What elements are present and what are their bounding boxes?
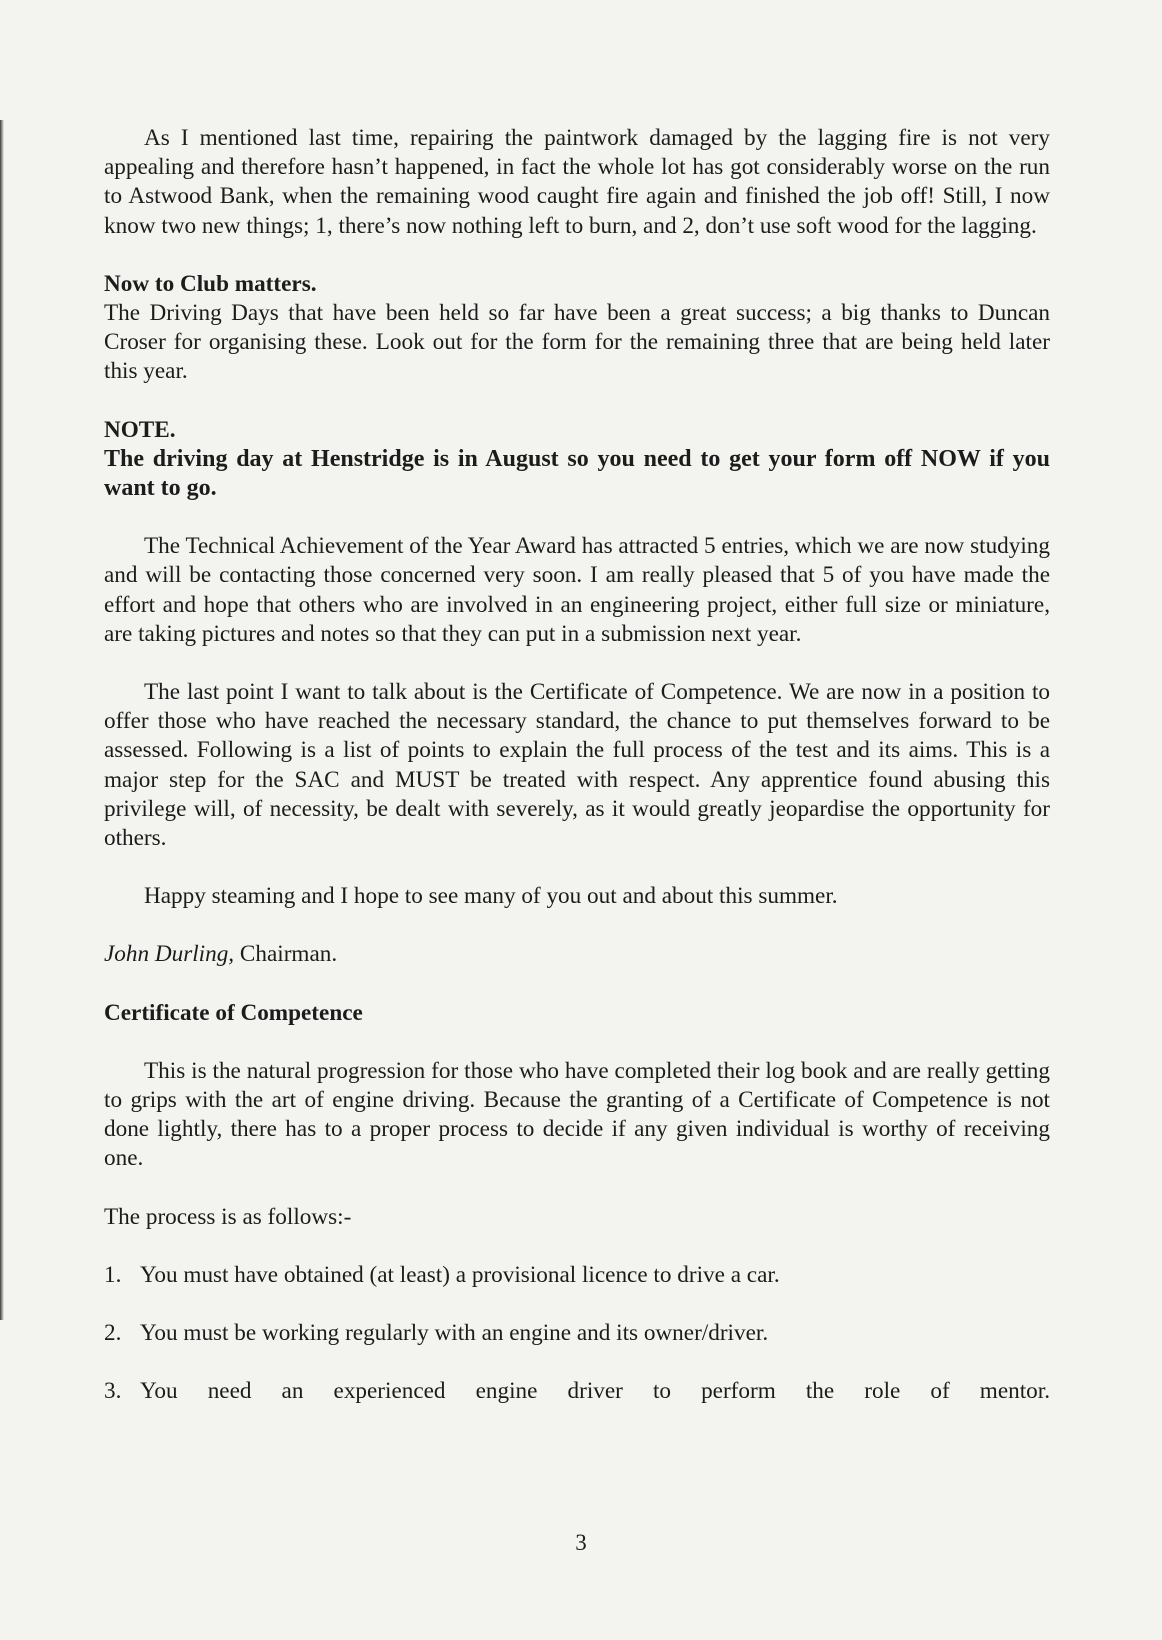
coc-paragraph: This is the natural progression for those who have completed their log book and are really getting to grips with the art of engine driving. Because the granting of a Certificate of Competence is not done lightly, there has to a proper process to decide if any given individual is worthy of receiving one. <box>104 1057 1050 1172</box>
list-item <box>104 1319 1050 1348</box>
signature-name: John Durling, <box>104 941 235 968</box>
process-list <box>104 1261 1050 1407</box>
list-item-number: 2. <box>104 1320 122 1347</box>
page-content <box>104 124 1050 1407</box>
list-item-text: You must be working regularly with an engine and its owner/driver. <box>140 1320 769 1347</box>
binding-shadow <box>0 120 4 1320</box>
list-item-number: 1. <box>104 1261 122 1288</box>
closing-line: Happy steaming and I hope to see many of you out and about this summer. <box>144 883 838 910</box>
signature-title: Chairman. <box>234 941 338 968</box>
note-body: The driving day at Henstridge is in August so you need to get your form off NOW if you want to go. <box>104 445 1050 502</box>
process-intro: The process is as follows:- <box>104 1203 352 1230</box>
list-item-number: 3. <box>104 1378 122 1405</box>
club-matters-paragraph: The Driving Days that have been held so far have been a great success; a big thanks to Duncan Croser for organising these. Look out for the form for the remaining three that are being held later this year. <box>104 300 1050 385</box>
list-item-text: You must have obtained (at least) a provisional licence to drive a car. <box>140 1261 780 1288</box>
coc-heading: Certificate of Competence <box>104 999 363 1026</box>
award-paragraph: The Technical Achievement of the Year Award has attracted 5 entries, which we are now studying and will be contacting those concerned very soon. I am really pleased that 5 of you have made the effort and hope that others who are involved in an engineering project, either full size or miniature, are taking pictures and notes so that they can put in a submission next year. <box>104 533 1050 647</box>
signature <box>104 940 1050 969</box>
list-item-text: You need an experienced engine driver to perform the role of mentor. <box>140 1378 1050 1405</box>
list-item <box>104 1377 1050 1406</box>
certificate-paragraph: The last point I want to talk about is the Certificate of Competence. We are now in a position to offer those who have reached the necessary standard, the chance to put themselves forward to be assessed. Following is a list of points to explain the full process of the test and its aims. This is a major step for the SAC and MUST be treated with respect. Any apprentice found abusing this privilege will, of necessity, be dealt with severely, as it would greatly jeopardise the opportunity for others. <box>104 679 1050 852</box>
note-title: NOTE. <box>104 416 176 443</box>
intro-paragraph: As I mentioned last time, repairing the paintwork damaged by the lagging fire is not very appealing and therefore hasn’t happened, in fact the whole lot has got considerably worse on the run to Astwood Bank, when the remaining wood caught fire again and finished the job off! Still, I now know two new things; 1, there’s now nothing left to burn, and 2, don’t use soft wood for the lagging. <box>104 125 1050 239</box>
page-number: 3 <box>575 1530 587 1555</box>
list-item <box>104 1261 1050 1290</box>
club-matters-heading: Now to Club matters. <box>104 270 317 297</box>
